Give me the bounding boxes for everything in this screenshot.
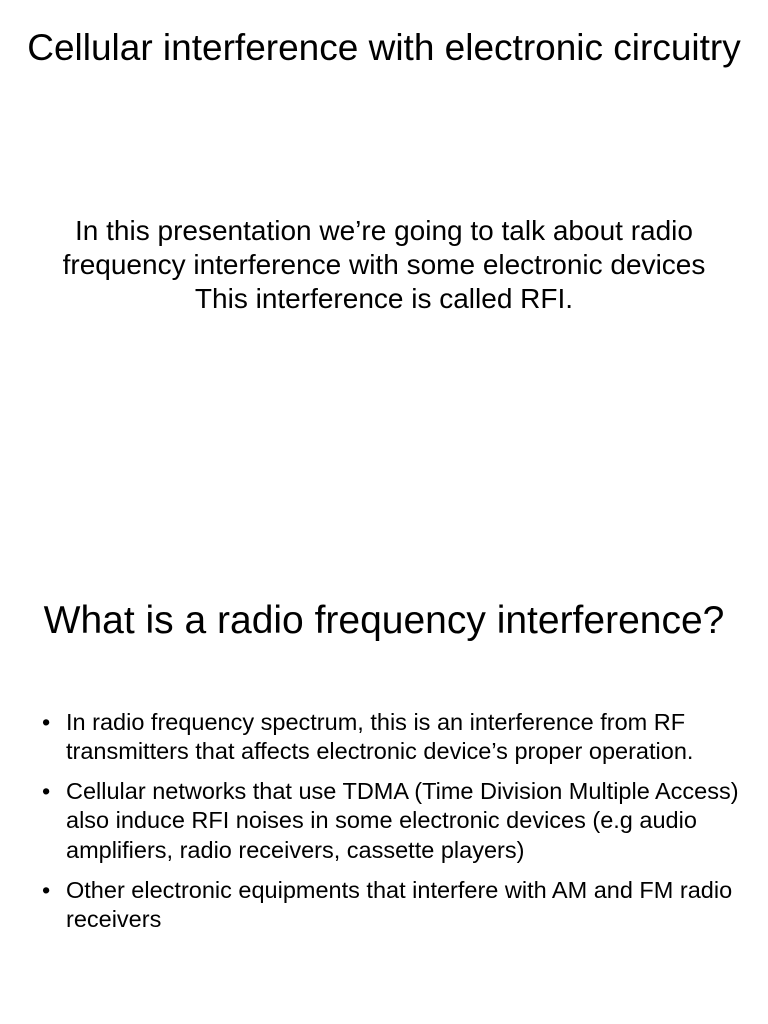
bullet-text-3: Other electronic equipments that interfere with AM and FM radio receivers [66,876,733,932]
slide-1-intro [20,214,748,316]
bullet-item-3 [40,876,740,934]
bullet-text-2: Cellular networks that use TDMA (Time Division Multiple Access) also induce RFI noises in some electronic devices (e.g audio amplifiers, radio receivers, cassette players) [66,778,739,863]
bullet-icon: • [42,778,51,805]
bullet-text-1: In radio frequency spectrum, this is an interference from RF transmitters that affects electronic device’s proper operation. [66,709,694,765]
bullet-item-2 [40,777,740,864]
slide-2-title: What is a radio frequency interference? [43,599,725,642]
bullet-icon: • [42,709,51,735]
bullet-item-1 [40,708,740,766]
slide-1-title: Cellular interference with electronic circuitry [27,27,741,68]
bullet-icon: • [42,876,51,903]
intro-paragraph-1: In this presentation we’re going to talk about radio frequency interference with some electronic devices [62,215,706,281]
bullet-list [40,708,740,945]
intro-paragraph-2: This interference is called RFI. [194,283,574,315]
slide-2 [0,512,768,1024]
